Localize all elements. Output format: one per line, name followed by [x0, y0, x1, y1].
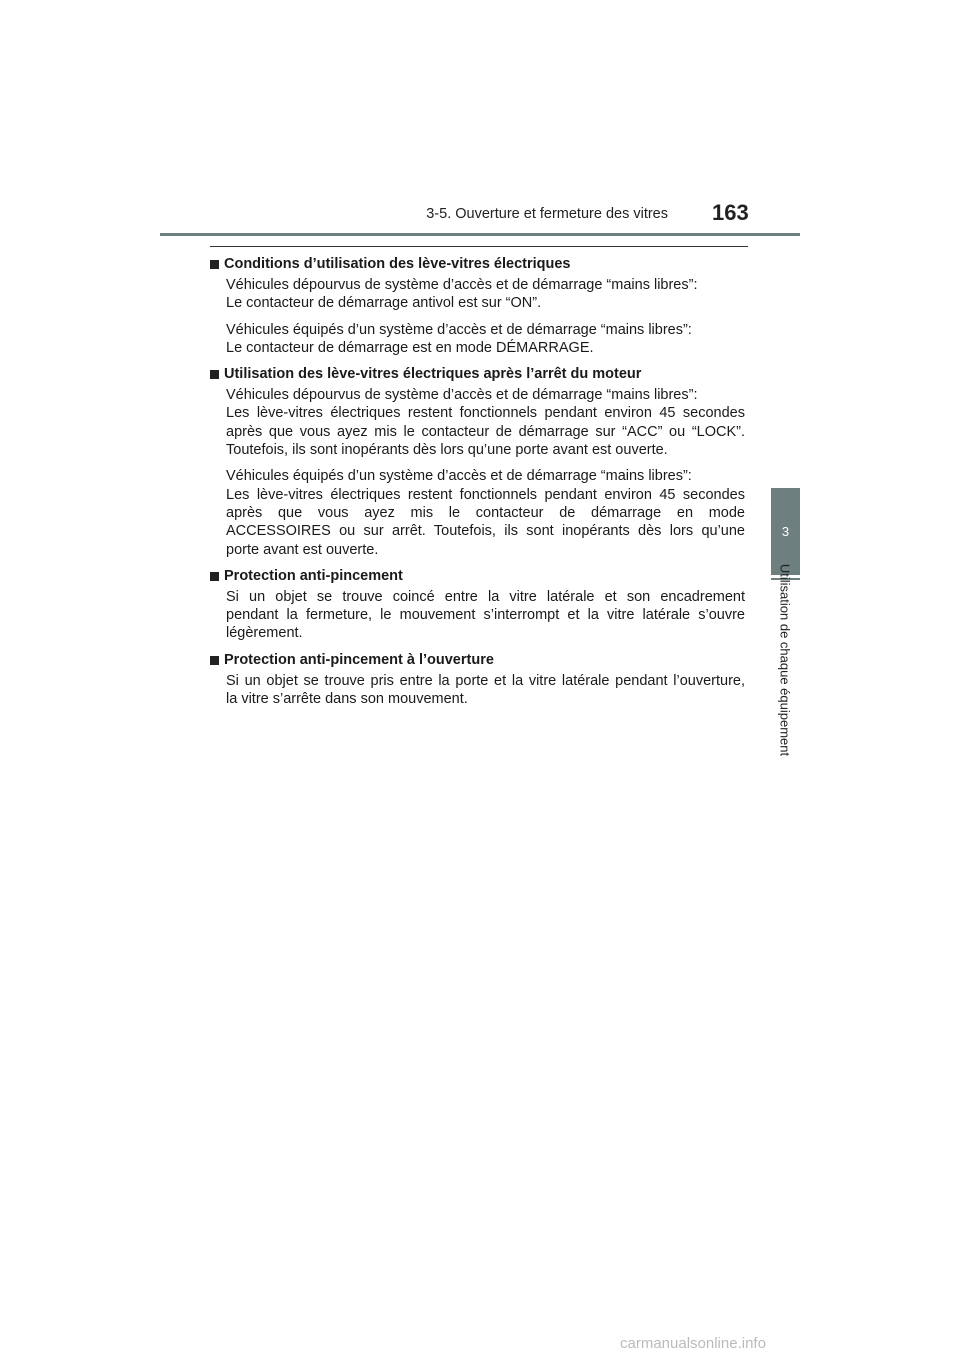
page-number: 163	[712, 200, 749, 225]
chapter-number: 3	[781, 524, 790, 539]
paragraph-line: Si un objet se trouve pris entre la porte et la vitre latérale pendant l’ouverture,	[226, 672, 745, 689]
paragraph	[226, 276, 745, 313]
section-heading-text: Conditions d’utilisation des lève-vitres électriques	[224, 256, 571, 272]
header-rule	[160, 233, 800, 236]
square-bullet-icon	[210, 572, 219, 581]
paragraph-line: Le contacteur de démarrage antivol est sur “ON”.	[226, 295, 542, 312]
paragraph-line: après que vous ayez mis le contacteur de démarrage sur “ACC” ou “LOCK”.	[226, 423, 745, 440]
section-heading	[210, 567, 745, 586]
square-bullet-icon	[210, 656, 219, 665]
square-bullet-icon	[210, 370, 219, 379]
header-section-title: 3-5. Ouverture et fermeture des vitres	[426, 206, 668, 222]
paragraph-line: porte avant est ouverte.	[226, 541, 379, 558]
section-heading-text: Protection anti-pincement à l’ouverture	[224, 651, 494, 668]
paragraph-line: Les lève-vitres électriques restent fonctionnels pendant environ 45 secondes	[226, 405, 745, 422]
section	[210, 365, 745, 559]
content-rule	[210, 246, 748, 247]
section-heading-text: Utilisation des lève-vitres électriques après l’arrêt du moteur	[224, 366, 642, 383]
paragraph	[226, 588, 745, 643]
section-heading	[210, 365, 745, 384]
paragraph	[226, 321, 745, 358]
square-bullet-icon	[210, 260, 219, 269]
paragraph-line: Toutefois, ils sont inopérants dès lors qu’une porte avant est ouverte.	[226, 442, 668, 459]
section	[210, 567, 745, 643]
paragraph-line: Véhicules dépourvus de système d’accès et de démarrage “mains libres”:	[226, 387, 698, 404]
paragraph-line: Véhicules dépourvus de système d’accès et de démarrage “mains libres”:	[226, 277, 698, 293]
paragraph-line: ACCESSOIRES ou sur arrêt. Toutefois, ils sont inopérants dès lors qu’une	[226, 523, 745, 540]
chapter-title: Utilisation de chaque équipement	[777, 563, 793, 757]
paragraph-line: légèrement.	[226, 625, 303, 642]
paragraph-line: la vitre s’arrête dans son mouvement.	[226, 691, 468, 708]
paragraph-line: Véhicules équipés d’un système d’accès et de démarrage “mains libres”:	[226, 468, 692, 485]
paragraph	[226, 467, 745, 558]
paragraph-line: après que vous ayez mis le contacteur de démarrage en mode	[226, 504, 745, 521]
section-heading	[210, 255, 745, 274]
section-heading	[210, 651, 745, 670]
paragraph-line: Si un objet se trouve coincé entre la vitre latérale et son encadrement	[226, 588, 745, 605]
page-content	[210, 255, 745, 716]
paragraph-line: Véhicules équipés d’un système d’accès et de démarrage “mains libres”:	[226, 321, 692, 338]
paragraph-line: Le contacteur de démarrage est en mode DÉMARRAGE.	[226, 339, 594, 356]
paragraph-line: pendant la fermeture, le mouvement s’interrompt et la vitre latérale s’ouvre	[226, 607, 745, 624]
paragraph	[226, 386, 745, 459]
section	[210, 255, 745, 357]
paragraph	[226, 672, 745, 709]
watermark: carmanualsonline.info	[620, 1335, 766, 1352]
section	[210, 651, 745, 709]
section-heading-text: Protection anti-pincement	[224, 567, 403, 584]
paragraph-line: Les lève-vitres électriques restent fonctionnels pendant environ 45 secondes	[226, 486, 745, 503]
chapter-tab	[771, 488, 800, 575]
